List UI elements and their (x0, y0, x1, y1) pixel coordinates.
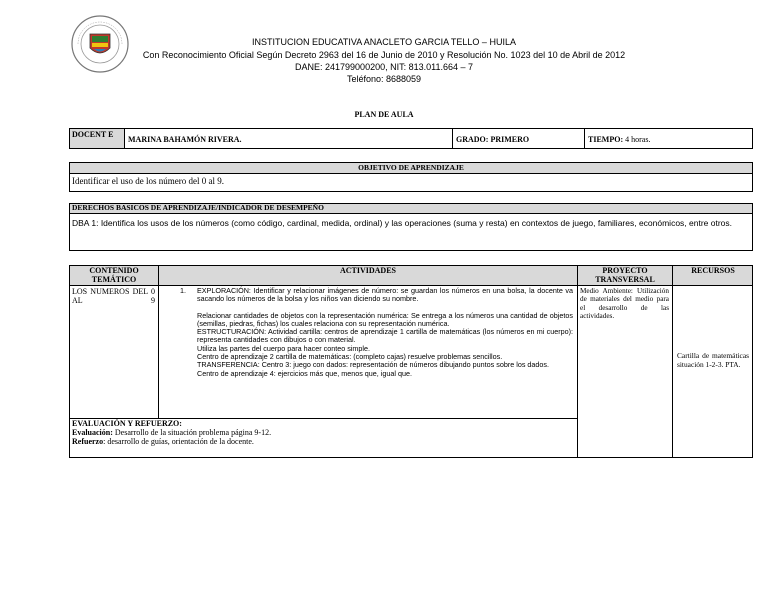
objective-header: OBJETIVO DE APRENDIZAJE (358, 163, 464, 172)
recognition-line: Con Reconocimiento Oficial Según Decreto 2963 del 16 de Junio de 2010 y Resolución No. 1023 del 10 de Abril de 2012 (142, 50, 626, 60)
evaluacion-text: Desarrollo de la situación problema página 9-12. (112, 428, 272, 437)
activity-exploracion: EXPLORACIÓN: Identificar y relacionar imágenes de número: se guardan los números en una bolsa, la docente va sacando los números de la bolsa y los niños van diciendo su nombre. (197, 286, 573, 304)
activity-centro-2: Centro de aprendizaje 2 cartilla de matemáticas: (completo cajas) resuelve problemas sencillos. (197, 352, 503, 362)
activity-centro-4: Centro de aprendizaje 4: ejercicios más que, menos que, igual que. (197, 368, 412, 378)
header-contenido: CONTENIDO TEMÁTICO (89, 266, 139, 284)
activity-estructuracion: ESTRUCTURACIÓN: Actividad cartilla: centros de aprendizaje 1 cartilla de matemáticas (los números en mi cuerpo): representa cantidades con dibujos o con material. (197, 327, 573, 345)
dba-text: DBA 1: Identifica los usos de los números (como código, cardinal, medida, ordinal) y las operaciones (suma y resta) en contextos de juego, familiares, económicos, entre otros. (72, 218, 733, 228)
activity-number: 1. (180, 286, 186, 295)
activity-transferencia: TRANSFERENCIA: Centro 3: juego con dados: representación de números dibujando puntos sobre los dados. (197, 360, 549, 370)
activity-relacionar: Relacionar cantidades de objetos con la representación numérica: Se entrega a los números una cantidad de objetos (semillas, piedras, fichas) los cuales relaciona con su representación numérica. (197, 310, 573, 328)
recursos-text: Cartilla de matemáticas situación 1-2-3. PTA. (677, 351, 749, 369)
activities-list (197, 287, 573, 378)
header-recursos: RECURSOS (691, 266, 735, 275)
docente-label: DOCENT E (72, 130, 114, 139)
dba-header: DERECHOS BASICOS DE APRENDIZAJE/INDICADOR DE DESEMPEÑO (72, 203, 324, 212)
institution-name: INSTITUCION EDUCATIVA ANACLETO GARCIA TELLO – HUILA (252, 37, 516, 47)
refuerzo-label: Refuerzo (72, 437, 104, 446)
grado-value: GRADO: PRIMERO (456, 135, 530, 144)
page-title: PLAN DE AULA (354, 110, 414, 119)
phone-line: Teléfono: 8688059 (346, 74, 422, 84)
refuerzo-text: : desarrollo de guías, orientación de la docente. (103, 437, 254, 446)
evaluacion-label: Evaluación: (72, 428, 113, 437)
header-proyecto: PROYECTO TRANSVERSAL (595, 266, 655, 284)
contenido-text: LOS NUMEROS DEL 0 AL 9 (72, 287, 155, 305)
activity-partes-cuerpo: Utiliza las partes del cuerpo para hacer conteo simple. (197, 343, 370, 353)
dane-line: DANE: 241799000200, NIT: 813.011.664 – 7 (295, 62, 473, 72)
proyecto-text: Medio Ambiente: Utilización de materiales del medio para el desarrollo de las actividades. (580, 287, 669, 320)
tiempo-value: 4 horas. (625, 135, 651, 144)
header-actividades: ACTIVIDADES (339, 266, 396, 275)
tiempo-label: TIEMPO: (588, 135, 624, 144)
evaluacion-header: EVALUACIÓN Y REFUERZO: (72, 419, 182, 428)
objective-text: Identificar el uso de los número del 0 al 9. (72, 176, 224, 186)
evaluacion-section (72, 419, 271, 446)
docente-value: MARINA BAHAMÓN RIVERA. (128, 135, 242, 144)
